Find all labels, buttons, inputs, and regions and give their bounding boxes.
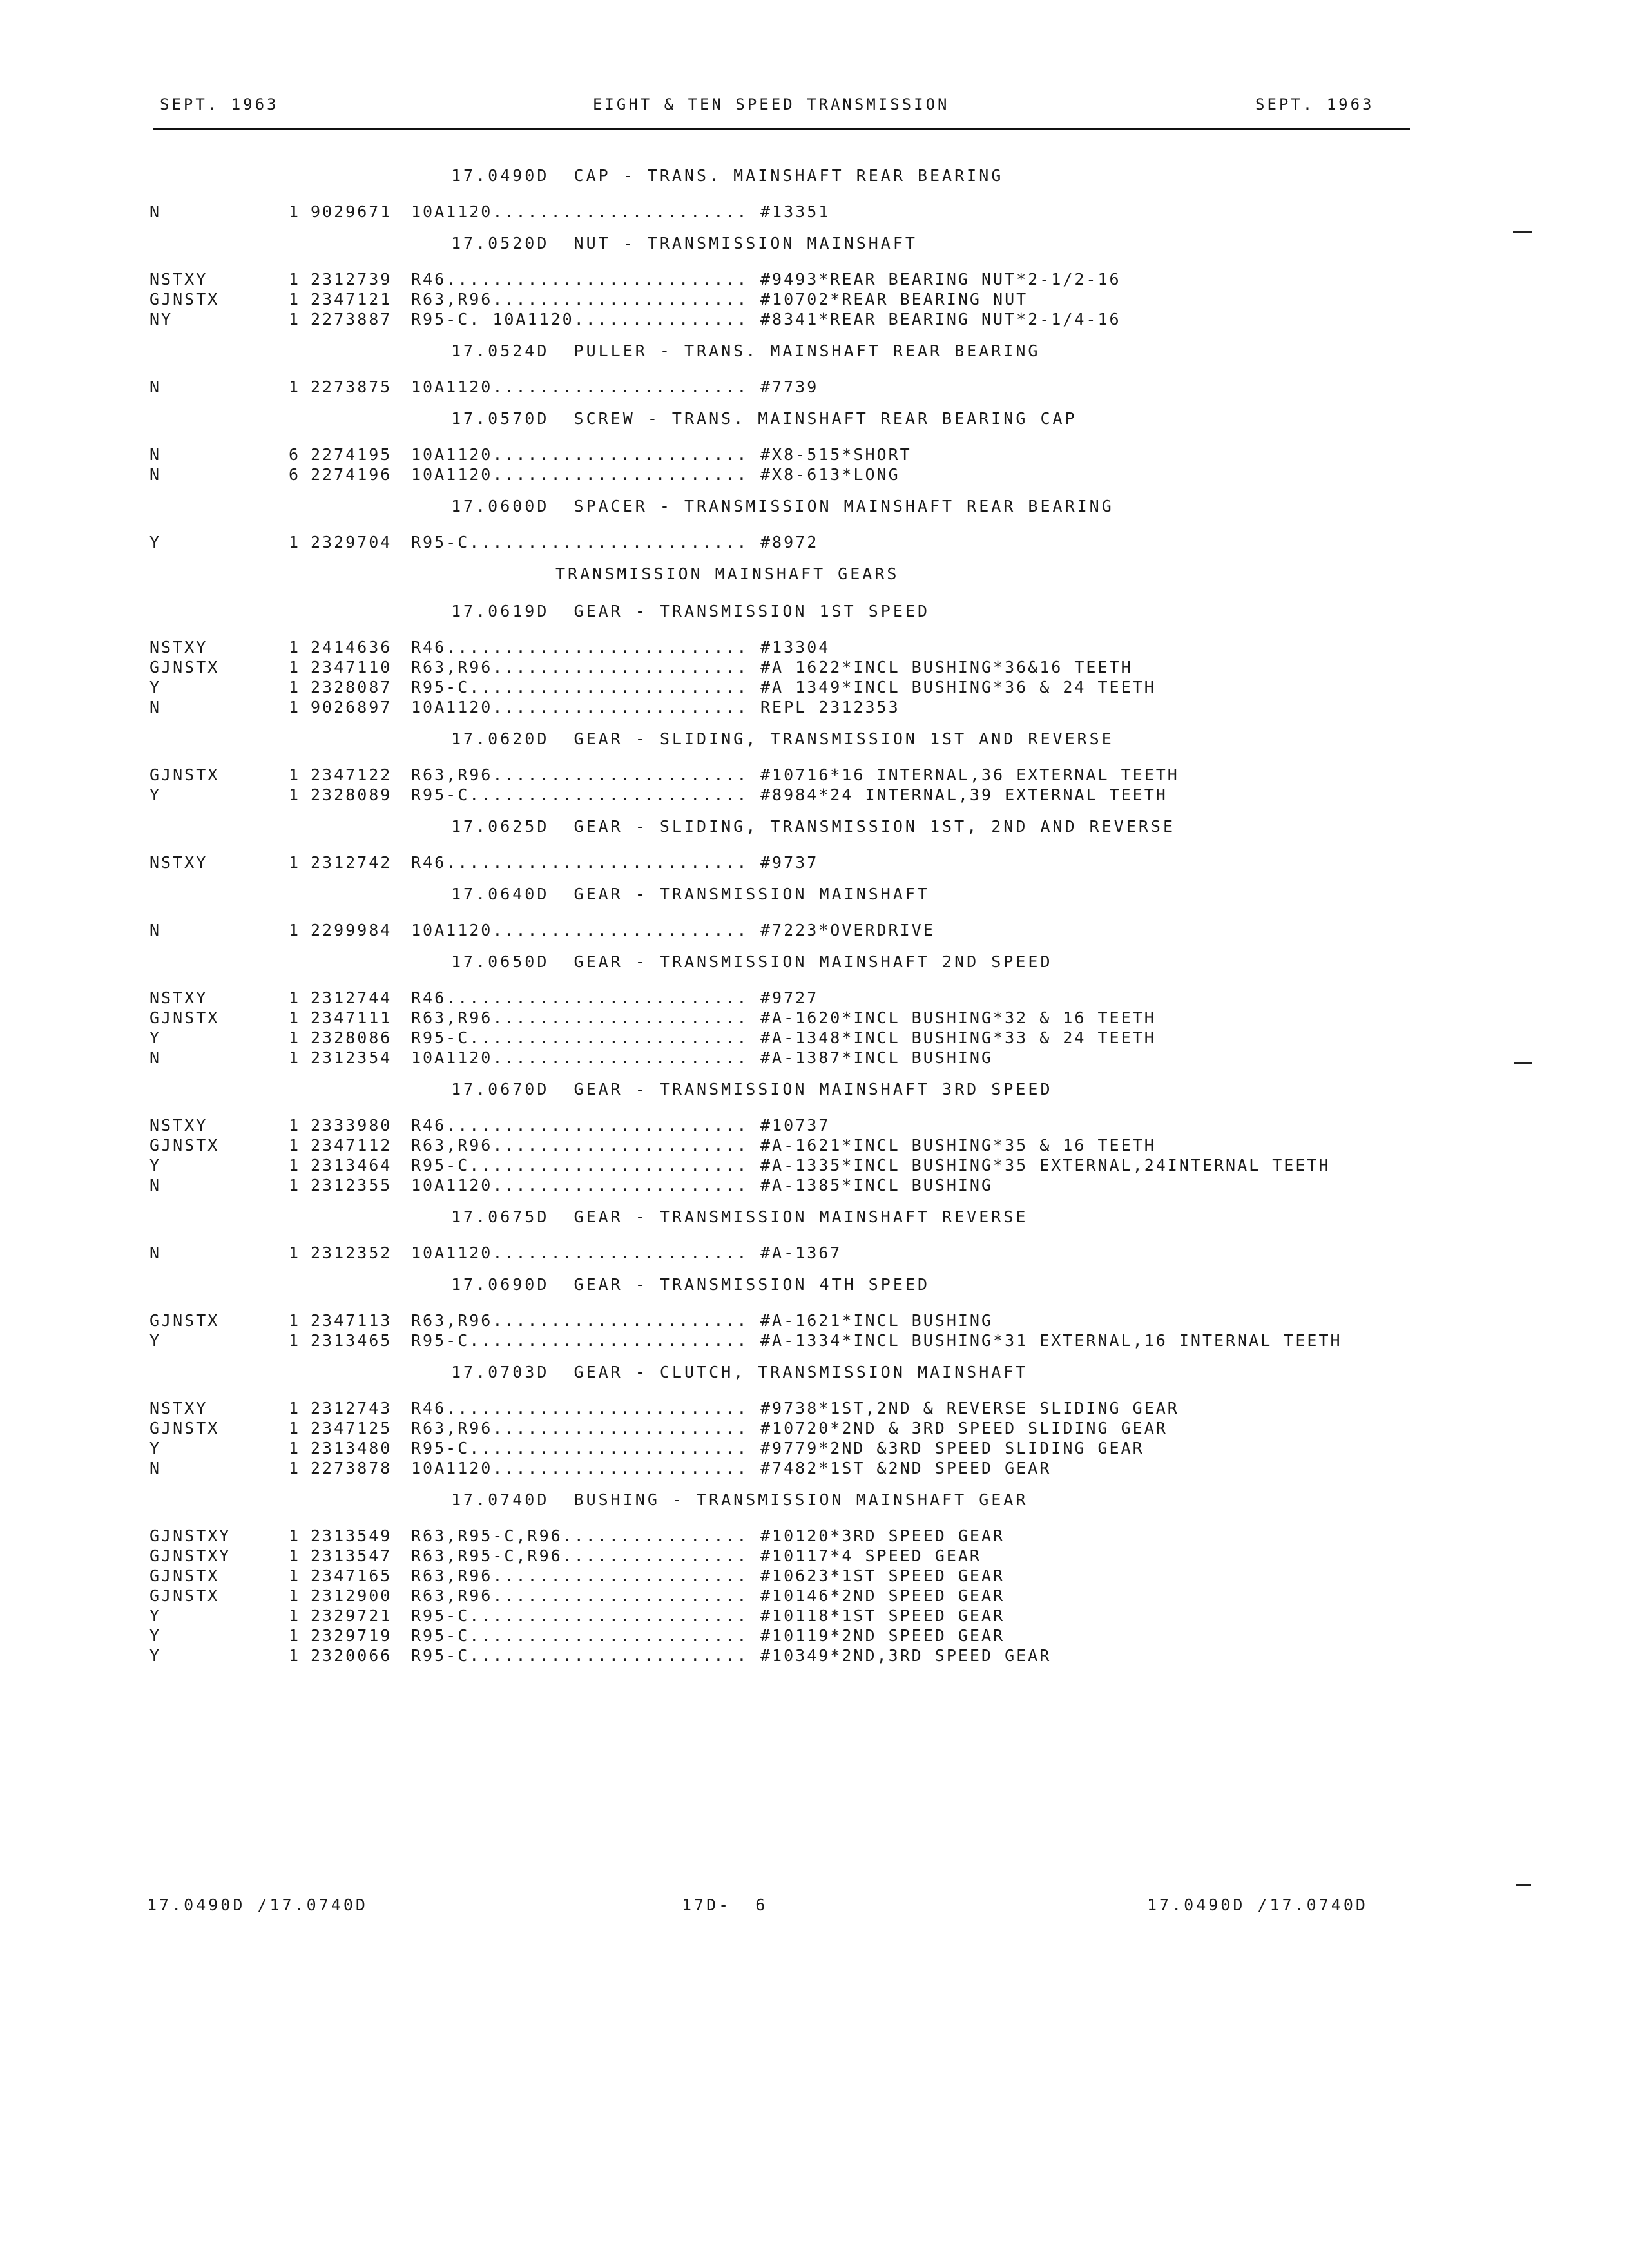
model-code: GJNSTX — [149, 1008, 220, 1027]
model-application: 10A1120...................... — [411, 1459, 749, 1477]
quantity: 1 — [289, 765, 301, 784]
reference-note: #A-1621*INCL BUSHING*35 & 16 TEETH — [760, 1136, 1156, 1155]
model-application: R95-C........................ — [411, 1028, 749, 1047]
part-number: 2414636 — [311, 638, 392, 657]
margin-mark — [1514, 1062, 1532, 1064]
part-row — [0, 853, 1629, 873]
quantity: 1 — [289, 1048, 301, 1067]
part-number: 2347122 — [311, 765, 392, 784]
part-row — [0, 1399, 1629, 1419]
parts-section — [0, 885, 1629, 941]
part-row — [0, 202, 1629, 222]
part-row — [0, 465, 1629, 485]
quantity: 1 — [289, 921, 301, 939]
model-application: R63,R96...................... — [411, 765, 749, 784]
model-application: R95-C........................ — [411, 1606, 749, 1625]
quantity: 6 — [289, 465, 301, 484]
part-number: 2347110 — [311, 658, 392, 677]
part-number: 2333980 — [311, 1116, 392, 1135]
reference-note: #13351 — [760, 202, 831, 221]
section-heading — [0, 409, 1629, 435]
quantity: 1 — [289, 1176, 301, 1195]
model-code: GJNSTX — [149, 1586, 220, 1605]
model-application: R95-C........................ — [411, 1439, 749, 1457]
parts-section — [0, 729, 1629, 805]
reference-note: #10119*2ND SPEED GEAR — [760, 1626, 1005, 1645]
part-row — [0, 1244, 1629, 1264]
reference-note: #10702*REAR BEARING NUT — [760, 290, 1028, 309]
part-row — [0, 1156, 1629, 1176]
reference-note: #A 1349*INCL BUSHING*36 & 24 TEETH — [760, 678, 1156, 697]
quantity: 1 — [289, 1626, 301, 1645]
model-code: NSTXY — [149, 270, 208, 289]
part-row — [0, 310, 1629, 330]
model-code: NSTXY — [149, 988, 208, 1007]
part-number: 2299984 — [311, 921, 392, 939]
parts-section — [0, 166, 1629, 222]
model-code: N — [149, 465, 162, 484]
reference-note: #A-1621*INCL BUSHING — [760, 1311, 994, 1330]
part-row — [0, 1459, 1629, 1479]
part-number: 2312355 — [311, 1176, 392, 1195]
parts-section — [0, 602, 1629, 718]
section-heading-text: 17.0520D NUT - TRANSMISSION MAINSHAFT — [451, 234, 918, 253]
part-row — [0, 698, 1629, 718]
section-heading — [0, 234, 1629, 260]
model-code: N — [149, 1244, 162, 1262]
parts-list — [0, 155, 1629, 1666]
section-heading — [0, 341, 1629, 367]
model-code: GJNSTX — [149, 765, 220, 784]
model-application: R63,R96...................... — [411, 1311, 749, 1330]
model-application: R95-C........................ — [411, 1626, 749, 1645]
reference-note: #9779*2ND &3RD SPEED SLIDING GEAR — [760, 1439, 1144, 1457]
part-row — [0, 1048, 1629, 1068]
part-number: 9026897 — [311, 698, 392, 716]
part-row — [0, 1176, 1629, 1196]
part-number: 2347112 — [311, 1136, 392, 1155]
part-row — [0, 1566, 1629, 1586]
model-code: N — [149, 1459, 162, 1477]
quantity: 1 — [289, 1156, 301, 1175]
part-number: 2312900 — [311, 1586, 392, 1605]
model-code: Y — [149, 1626, 162, 1645]
quantity: 1 — [289, 378, 301, 396]
quantity: 1 — [289, 533, 301, 552]
model-code: GJNSTX — [149, 1311, 220, 1330]
model-application: R63,R96...................... — [411, 1566, 749, 1585]
model-application: 10A1120...................... — [411, 202, 749, 221]
part-row — [0, 1008, 1629, 1028]
group-heading — [0, 564, 1629, 590]
section-heading-text: 17.0690D GEAR - TRANSMISSION 4TH SPEED — [451, 1275, 930, 1294]
part-row — [0, 445, 1629, 465]
model-application: R46.......................... — [411, 638, 749, 657]
section-heading — [0, 1363, 1629, 1389]
model-application: R95-C........................ — [411, 1156, 749, 1175]
reference-note: #10146*2ND SPEED GEAR — [760, 1586, 1005, 1605]
part-row — [0, 378, 1629, 398]
quantity: 1 — [289, 1459, 301, 1477]
model-code: N — [149, 1048, 162, 1067]
reference-note: #10737 — [760, 1116, 831, 1135]
parts-section — [0, 1363, 1629, 1479]
section-heading-text: 17.0670D GEAR - TRANSMISSION MAINSHAFT 3RD SPEED — [451, 1080, 1053, 1099]
footer-page-number: 17D- 6 — [682, 1896, 768, 1914]
model-code: N — [149, 445, 162, 464]
section-heading — [0, 885, 1629, 910]
model-code: Y — [149, 1646, 162, 1665]
part-number: 2313464 — [311, 1156, 392, 1175]
quantity: 1 — [289, 1399, 301, 1418]
model-code: NY — [149, 310, 173, 329]
model-application: R63,R95-C,R96................ — [411, 1526, 749, 1545]
quantity: 1 — [289, 1419, 301, 1437]
model-code: GJNSTXY — [149, 1546, 231, 1565]
part-row — [0, 270, 1629, 290]
parts-section — [0, 497, 1629, 553]
section-heading-text: 17.0650D GEAR - TRANSMISSION MAINSHAFT 2ND SPEED — [451, 952, 1053, 971]
part-number: 2328087 — [311, 678, 392, 697]
section-heading-text: 17.0640D GEAR - TRANSMISSION MAINSHAFT — [451, 885, 930, 903]
model-code: GJNSTX — [149, 658, 220, 677]
reference-note: #X8-613*LONG — [760, 465, 900, 484]
parts-section — [0, 409, 1629, 485]
reference-note: #10118*1ST SPEED GEAR — [760, 1606, 1005, 1625]
model-application: 10A1120...................... — [411, 698, 749, 716]
quantity: 1 — [289, 678, 301, 697]
part-row — [0, 1331, 1629, 1351]
reference-note: #10117*4 SPEED GEAR — [760, 1546, 981, 1565]
part-row — [0, 921, 1629, 941]
parts-section — [0, 1207, 1629, 1264]
part-number: 2313465 — [311, 1331, 392, 1350]
section-heading — [0, 1207, 1629, 1233]
parts-section — [0, 1275, 1629, 1351]
part-number: 2347165 — [311, 1566, 392, 1585]
reference-note: #10120*3RD SPEED GEAR — [760, 1526, 1005, 1545]
part-row — [0, 1646, 1629, 1666]
model-application: R46.......................... — [411, 1399, 749, 1418]
quantity: 1 — [289, 1606, 301, 1625]
model-code: Y — [149, 1331, 162, 1350]
part-row — [0, 1028, 1629, 1048]
part-number: 2320066 — [311, 1646, 392, 1665]
quantity: 1 — [289, 1566, 301, 1585]
model-application: R46.......................... — [411, 853, 749, 872]
quantity: 1 — [289, 1008, 301, 1027]
part-number: 2329704 — [311, 533, 392, 552]
part-row — [0, 1419, 1629, 1439]
model-application: 10A1120...................... — [411, 378, 749, 396]
reference-note: #10349*2ND,3RD SPEED GEAR — [760, 1646, 1052, 1665]
part-row — [0, 1586, 1629, 1606]
model-code: Y — [149, 1606, 162, 1625]
part-number: 2329719 — [311, 1626, 392, 1645]
reference-note: #7223*OVERDRIVE — [760, 921, 935, 939]
reference-note: #13304 — [760, 638, 831, 657]
quantity: 1 — [289, 785, 301, 804]
model-code: NSTXY — [149, 638, 208, 657]
model-application: R95-C........................ — [411, 1331, 749, 1350]
model-application: R95-C........................ — [411, 1646, 749, 1665]
model-code: N — [149, 1176, 162, 1195]
quantity: 1 — [289, 1331, 301, 1350]
part-row — [0, 658, 1629, 678]
model-application: R95-C........................ — [411, 678, 749, 697]
section-heading-text: 17.0620D GEAR - SLIDING, TRANSMISSION 1ST AND REVERSE — [451, 729, 1114, 748]
section-heading-text: 17.0524D PULLER - TRANS. MAINSHAFT REAR BEARING — [451, 341, 1041, 360]
model-application: 10A1120...................... — [411, 921, 749, 939]
reference-note: #7739 — [760, 378, 819, 396]
group-heading-text: TRANSMISSION MAINSHAFT GEARS — [555, 564, 900, 583]
header-date-right: SEPT. 1963 — [1255, 95, 1374, 113]
part-number: 2328086 — [311, 1028, 392, 1047]
model-application: R63,R96...................... — [411, 658, 749, 677]
model-application: R63,R95-C,R96................ — [411, 1546, 749, 1565]
part-row — [0, 1606, 1629, 1626]
part-number: 2313480 — [311, 1439, 392, 1457]
quantity: 1 — [289, 658, 301, 677]
section-heading-text: 17.0570D SCREW - TRANS. MAINSHAFT REAR BEARING CAP — [451, 409, 1077, 428]
reference-note: #8341*REAR BEARING NUT*2-1/4-16 — [760, 310, 1121, 329]
part-row — [0, 765, 1629, 785]
part-number: 2347125 — [311, 1419, 392, 1437]
section-heading-text: 17.0740D BUSHING - TRANSMISSION MAINSHAFT GEAR — [451, 1490, 1028, 1509]
reference-note: #7482*1ST &2ND SPEED GEAR — [760, 1459, 1052, 1477]
reference-note: #10623*1ST SPEED GEAR — [760, 1566, 1005, 1585]
quantity: 1 — [289, 1546, 301, 1565]
model-application: R63,R96...................... — [411, 1586, 749, 1605]
model-code: GJNSTX — [149, 1419, 220, 1437]
part-row — [0, 1311, 1629, 1331]
section-heading — [0, 166, 1629, 192]
parts-section — [0, 817, 1629, 873]
part-number: 2312352 — [311, 1244, 392, 1262]
margin-mark — [1516, 1884, 1531, 1886]
quantity: 1 — [289, 1646, 301, 1665]
section-heading-text: 17.0703D GEAR - CLUTCH, TRANSMISSION MAINSHAFT — [451, 1363, 1028, 1381]
part-number: 2274195 — [311, 445, 392, 464]
model-code: Y — [149, 678, 162, 697]
part-number: 2313547 — [311, 1546, 392, 1565]
part-row — [0, 1116, 1629, 1136]
model-code: GJNSTX — [149, 1566, 220, 1585]
reference-note: #A-1335*INCL BUSHING*35 EXTERNAL,24INTERNAL TEETH — [760, 1156, 1331, 1175]
section-heading — [0, 1275, 1629, 1301]
model-application: R46.......................... — [411, 270, 749, 289]
part-row — [0, 1546, 1629, 1566]
part-row — [0, 290, 1629, 310]
reference-note: #8972 — [760, 533, 819, 552]
part-number: 2274196 — [311, 465, 392, 484]
section-heading-text: 17.0490D CAP - TRANS. MAINSHAFT REAR BEARING — [451, 166, 1004, 185]
part-number: 2329721 — [311, 1606, 392, 1625]
reference-note: #A-1334*INCL BUSHING*31 EXTERNAL,16 INTERNAL TEETH — [760, 1331, 1342, 1350]
model-code: NSTXY — [149, 1399, 208, 1418]
header-title: EIGHT & TEN SPEED TRANSMISSION — [593, 95, 950, 113]
model-code: Y — [149, 533, 162, 552]
model-application: 10A1120...................... — [411, 1244, 749, 1262]
header-rule — [153, 128, 1410, 130]
section-heading-text: 17.0625D GEAR - SLIDING, TRANSMISSION 1ST, 2ND AND REVERSE — [451, 817, 1176, 836]
part-number: 2328089 — [311, 785, 392, 804]
part-number: 2273887 — [311, 310, 392, 329]
reference-note: #A-1385*INCL BUSHING — [760, 1176, 994, 1195]
section-heading — [0, 817, 1629, 843]
parts-section — [0, 952, 1629, 1068]
part-row — [0, 638, 1629, 658]
model-application: 10A1120...................... — [411, 1176, 749, 1195]
quantity: 1 — [289, 290, 301, 309]
model-application: R46.......................... — [411, 1116, 749, 1135]
quantity: 1 — [289, 1439, 301, 1457]
model-code: N — [149, 698, 162, 716]
parts-section — [0, 1080, 1629, 1196]
model-code: N — [149, 202, 162, 221]
model-application: 10A1120...................... — [411, 1048, 749, 1067]
model-application: R95-C........................ — [411, 785, 749, 804]
quantity: 1 — [289, 1526, 301, 1545]
section-heading — [0, 1490, 1629, 1516]
model-application: R95-C........................ — [411, 533, 749, 552]
quantity: 1 — [289, 1028, 301, 1047]
reference-note: #A-1387*INCL BUSHING — [760, 1048, 994, 1067]
quantity: 1 — [289, 1136, 301, 1155]
parts-section — [0, 564, 1629, 590]
reference-note: REPL 2312353 — [760, 698, 900, 716]
quantity: 1 — [289, 310, 301, 329]
model-application: 10A1120...................... — [411, 465, 749, 484]
section-heading — [0, 952, 1629, 978]
part-number: 2312354 — [311, 1048, 392, 1067]
part-number: 2313549 — [311, 1526, 392, 1545]
quantity: 1 — [289, 1244, 301, 1262]
part-number: 2312739 — [311, 270, 392, 289]
reference-note: #A 1622*INCL BUSHING*36&16 TEETH — [760, 658, 1133, 677]
part-row — [0, 785, 1629, 805]
quantity: 1 — [289, 853, 301, 872]
part-number: 2347111 — [311, 1008, 392, 1027]
quantity: 1 — [289, 988, 301, 1007]
reference-note: #A-1620*INCL BUSHING*32 & 16 TEETH — [760, 1008, 1156, 1027]
reference-note: #10720*2ND & 3RD SPEED SLIDING GEAR — [760, 1419, 1168, 1437]
part-number: 2347113 — [311, 1311, 392, 1330]
reference-note: #9493*REAR BEARING NUT*2-1/2-16 — [760, 270, 1121, 289]
part-number: 2273878 — [311, 1459, 392, 1477]
model-code: NSTXY — [149, 1116, 208, 1135]
model-code: NSTXY — [149, 853, 208, 872]
part-number: 2312743 — [311, 1399, 392, 1418]
model-code: GJNSTXY — [149, 1526, 231, 1545]
model-code: GJNSTX — [149, 1136, 220, 1155]
model-application: R63,R96...................... — [411, 1136, 749, 1155]
part-row — [0, 678, 1629, 698]
quantity: 6 — [289, 445, 301, 464]
model-application: R95-C. 10A1120............... — [411, 310, 749, 329]
part-row — [0, 1136, 1629, 1156]
part-number: 2273875 — [311, 378, 392, 396]
quantity: 1 — [289, 270, 301, 289]
footer-range-right: 17.0490D /17.0740D — [1147, 1896, 1368, 1914]
quantity: 1 — [289, 1311, 301, 1330]
section-heading-text: 17.0675D GEAR - TRANSMISSION MAINSHAFT REVERSE — [451, 1207, 1028, 1226]
part-number: 2312742 — [311, 853, 392, 872]
reference-note: #9738*1ST,2ND & REVERSE SLIDING GEAR — [760, 1399, 1179, 1418]
part-row — [0, 533, 1629, 553]
part-row — [0, 1626, 1629, 1646]
reference-note: #A-1367 — [760, 1244, 842, 1262]
section-heading-text: 17.0619D GEAR - TRANSMISSION 1ST SPEED — [451, 602, 930, 620]
part-row — [0, 1439, 1629, 1459]
section-heading — [0, 602, 1629, 628]
reference-note: #8984*24 INTERNAL,39 EXTERNAL TEETH — [760, 785, 1168, 804]
quantity: 1 — [289, 1116, 301, 1135]
part-number: 9029671 — [311, 202, 392, 221]
margin-mark — [1513, 231, 1532, 233]
header-date-left: SEPT. 1963 — [160, 95, 279, 113]
section-heading — [0, 729, 1629, 755]
model-application: R46.......................... — [411, 988, 749, 1007]
section-heading — [0, 497, 1629, 523]
model-code: N — [149, 378, 162, 396]
quantity: 1 — [289, 1586, 301, 1605]
part-row — [0, 988, 1629, 1008]
reference-note: #10716*16 INTERNAL,36 EXTERNAL TEETH — [760, 765, 1179, 784]
model-code: GJNSTX — [149, 290, 220, 309]
model-code: Y — [149, 1439, 162, 1457]
quantity: 1 — [289, 202, 301, 221]
part-row — [0, 1526, 1629, 1546]
parts-section — [0, 234, 1629, 330]
section-heading — [0, 1080, 1629, 1106]
quantity: 1 — [289, 698, 301, 716]
quantity: 1 — [289, 638, 301, 657]
reference-note: #9737 — [760, 853, 819, 872]
section-heading-text: 17.0600D SPACER - TRANSMISSION MAINSHAFT REAR BEARING — [451, 497, 1114, 515]
parts-section — [0, 341, 1629, 398]
parts-section — [0, 1490, 1629, 1666]
model-code: Y — [149, 785, 162, 804]
model-application: 10A1120...................... — [411, 445, 749, 464]
model-application: R63,R96...................... — [411, 290, 749, 309]
reference-note: #A-1348*INCL BUSHING*33 & 24 TEETH — [760, 1028, 1156, 1047]
reference-note: #9727 — [760, 988, 819, 1007]
model-application: R63,R96...................... — [411, 1008, 749, 1027]
model-code: Y — [149, 1156, 162, 1175]
reference-note: #X8-515*SHORT — [760, 445, 912, 464]
part-number: 2347121 — [311, 290, 392, 309]
footer-range-left: 17.0490D /17.0740D — [147, 1896, 368, 1914]
model-application: R63,R96...................... — [411, 1419, 749, 1437]
model-code: Y — [149, 1028, 162, 1047]
part-number: 2312744 — [311, 988, 392, 1007]
model-code: N — [149, 921, 162, 939]
